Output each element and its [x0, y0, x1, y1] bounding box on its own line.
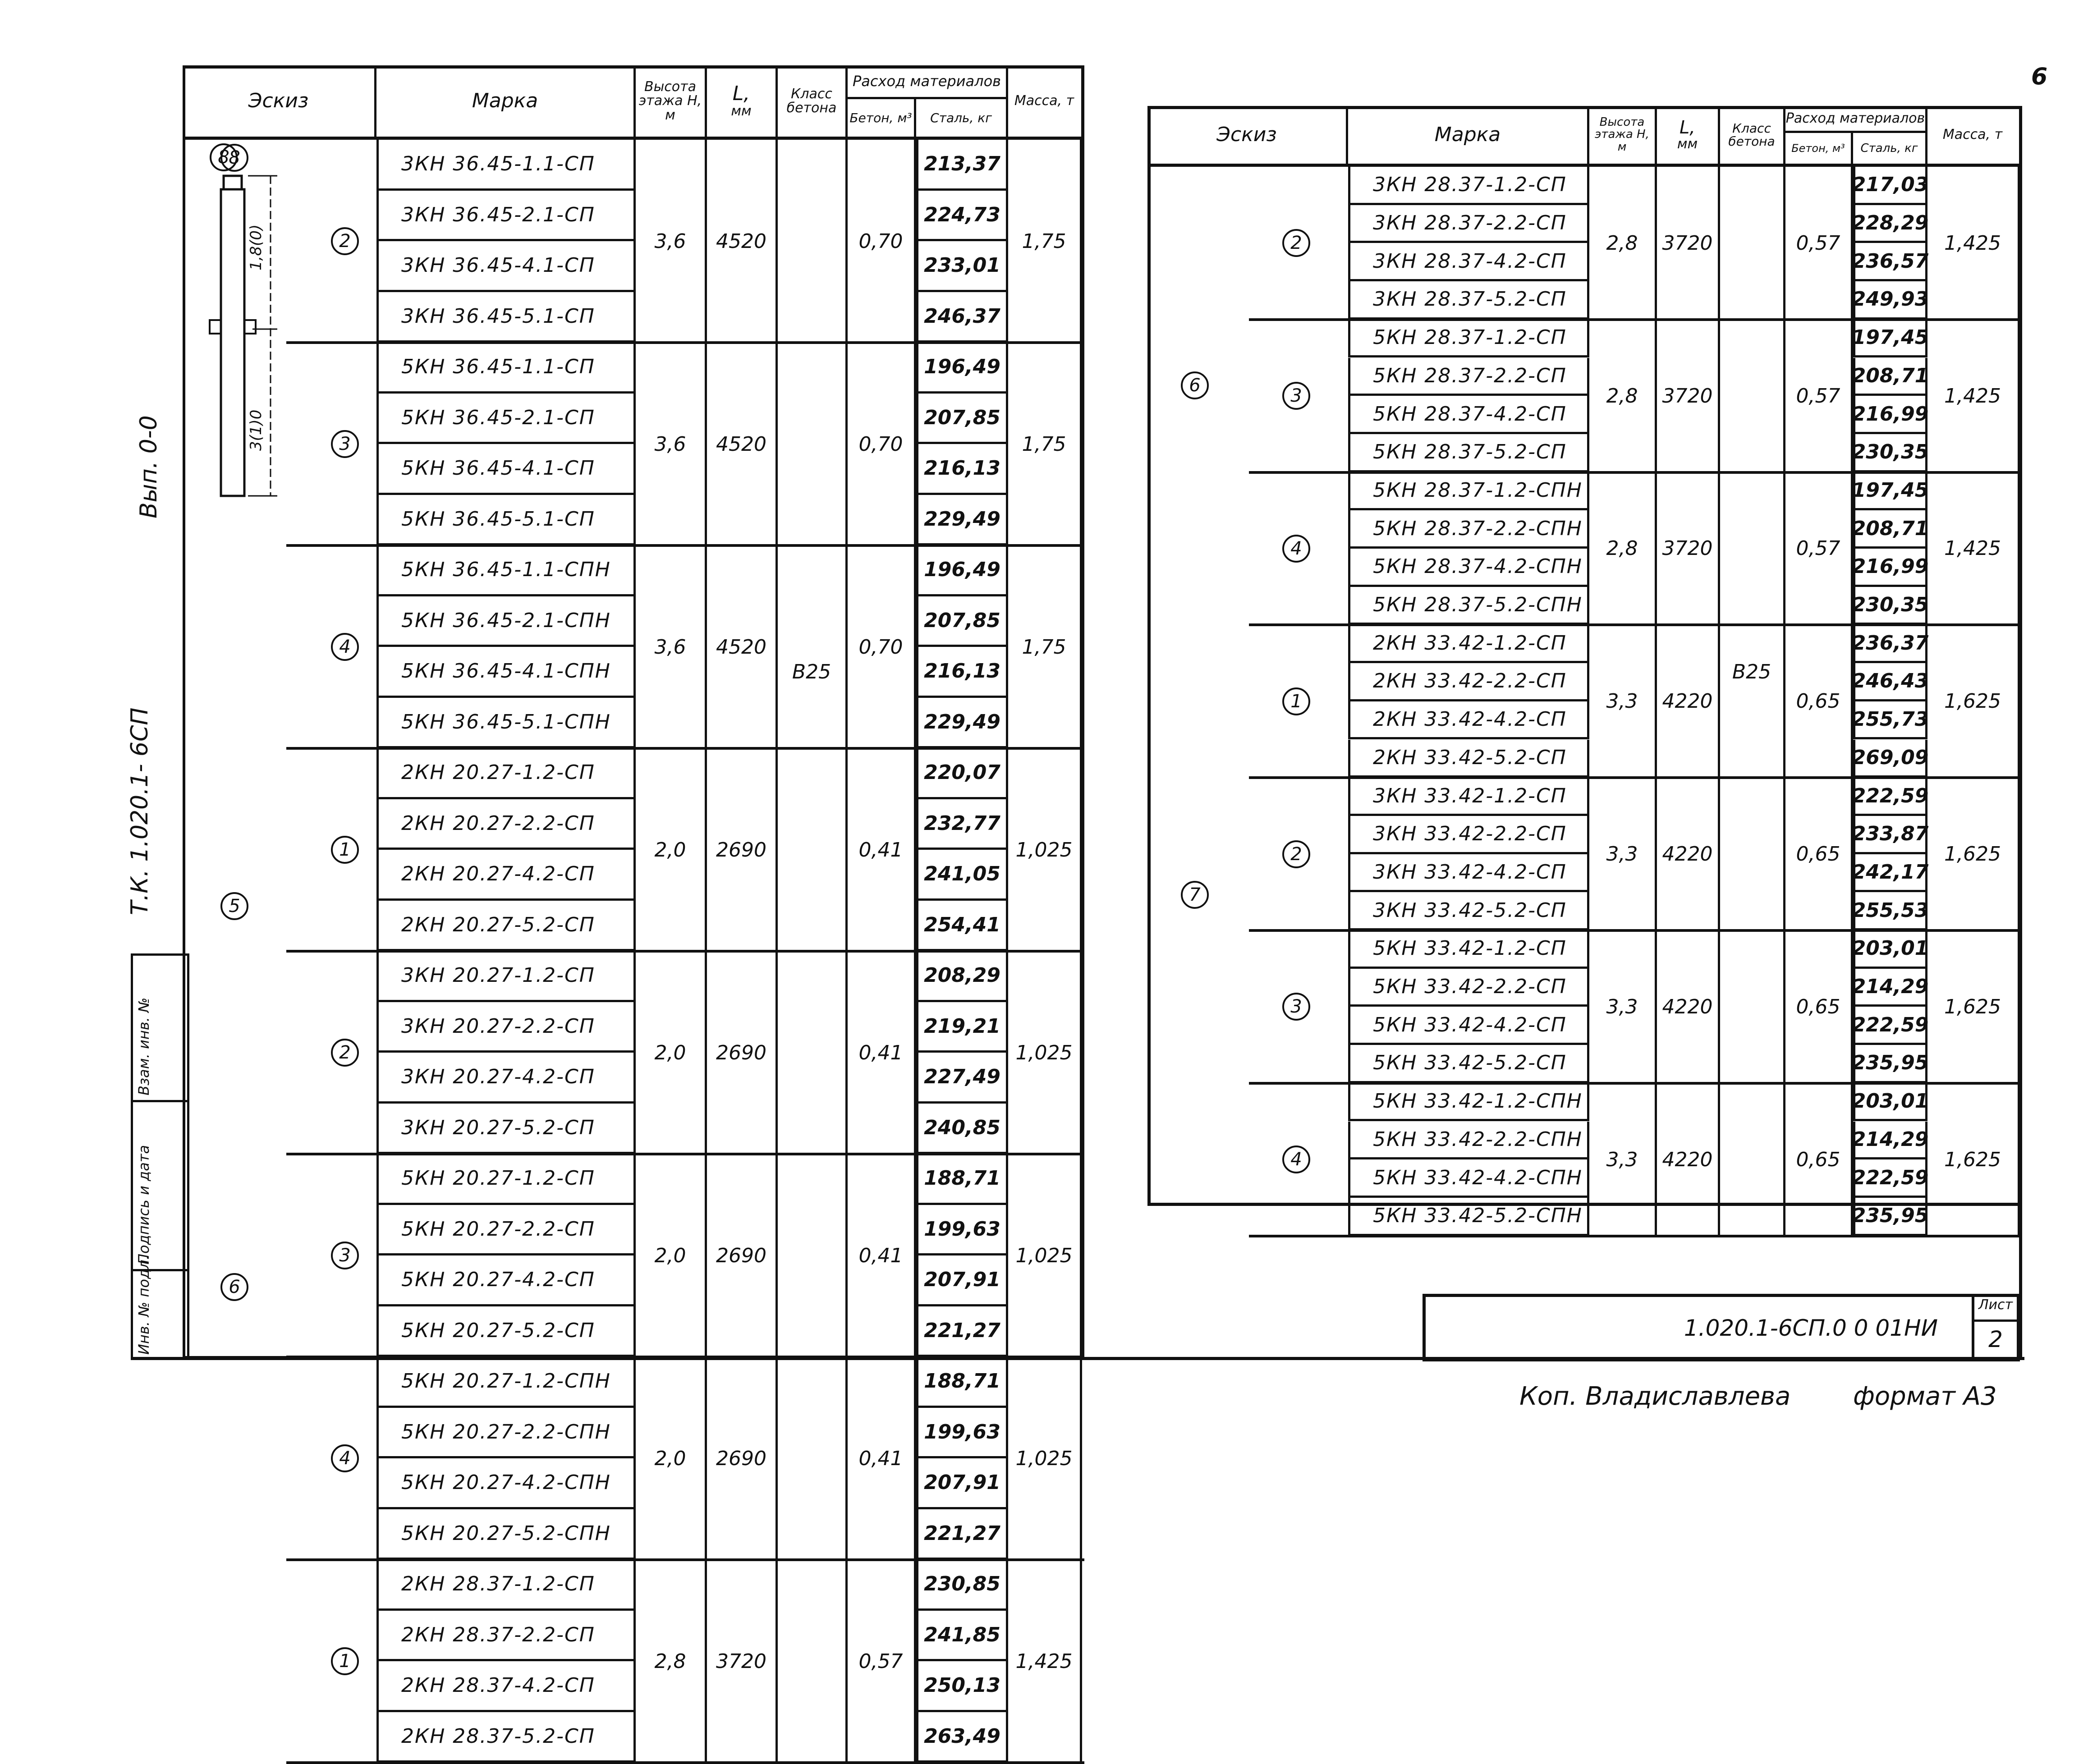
group-mass: 1,425	[1927, 472, 2020, 625]
table-row-steel: 232,77	[916, 799, 1008, 850]
header-height-right: Высота этажа Н, м	[1589, 106, 1657, 164]
table-row-steel: 220,07	[916, 748, 1008, 799]
group-height: 2,0	[636, 748, 707, 951]
group-length: 4220	[1657, 625, 1720, 778]
group-mass: 1,025	[1008, 951, 1082, 1154]
table-row-mark: 5КН 36.45-1.1-СПН	[376, 545, 636, 596]
table-row-mark: 3КН 33.42-2.2-СП	[1348, 816, 1589, 854]
type-badge: 1	[331, 1647, 359, 1675]
group-concrete: 0,70	[848, 545, 916, 748]
table-row-mark: 5КН 33.42-1.2-СП	[1348, 930, 1589, 969]
type-badge: 4	[331, 1444, 359, 1472]
header-height: Высота этажа Н, м	[636, 65, 707, 137]
table-row-steel: 199,63	[916, 1408, 1008, 1459]
header-concrete-right: Бетон, м³	[1785, 133, 1853, 164]
table-row-steel: 221,27	[916, 1306, 1008, 1357]
table-row-mark: 3КН 36.45-5.1-СП	[376, 292, 636, 343]
table-row-mark: 2КН 33.42-5.2-СП	[1348, 740, 1589, 778]
table-row-mark: 5КН 28.37-2.2-СПН	[1348, 510, 1589, 549]
group-mass: 1,75	[1008, 545, 1082, 748]
sketch-type-badge: 8	[210, 143, 238, 171]
table-row-mark: 2КН 20.27-4.2-СП	[376, 850, 636, 901]
type-badge: 2	[331, 1039, 359, 1067]
group-length: 2690	[707, 1357, 778, 1560]
table-row-mark: 3КН 36.45-1.1-СП	[376, 140, 636, 191]
table-row-steel: 197,45	[1853, 472, 1927, 511]
table-row-mark: 3КН 36.45-4.1-СП	[376, 241, 636, 292]
table-row-steel: 208,71	[1853, 510, 1927, 549]
header-mass-right: Масса, т	[1942, 127, 2003, 143]
group-mass: 1,025	[1008, 748, 1082, 951]
table-row-mark: 5КН 28.37-4.2-СП	[1348, 396, 1589, 434]
table-row-mark: 5КН 33.42-2.2-СПН	[1348, 1122, 1589, 1160]
group-length: 4220	[1657, 930, 1720, 1083]
table-row-steel: 249,93	[1853, 281, 1927, 320]
header-mark-right: Марка	[1348, 106, 1589, 164]
group-length: 3720	[1657, 320, 1720, 472]
header-length	[707, 65, 778, 137]
table-row-steel: 213,37	[916, 140, 1008, 191]
table-row-steel: 196,49	[916, 343, 1008, 394]
header-materials: Расход материалов	[848, 65, 1006, 99]
group-concrete: 0,41	[848, 1357, 916, 1560]
table-row-mark: 3КН 33.42-4.2-СП	[1348, 854, 1589, 893]
group-length: 3720	[707, 1560, 778, 1763]
left-table-header	[183, 65, 1084, 140]
table-row-steel: 241,05	[916, 850, 1008, 901]
table-row-mark: 5КН 36.45-4.1-СПН	[376, 647, 636, 698]
group-height: 2,0	[636, 1357, 707, 1560]
table-row-steel: 235,95	[1853, 1198, 1927, 1236]
table-row-mark: 5КН 36.45-4.1-СП	[376, 444, 636, 495]
header-concrete-class-right: Класс бетона	[1720, 106, 1785, 164]
table-row-steel: 216,13	[916, 647, 1008, 698]
type-badge: 3	[331, 430, 359, 458]
table-row-mark: 5КН 20.27-4.2-СП	[376, 1255, 636, 1306]
group-length: 4220	[1657, 778, 1720, 930]
table-row-mark: 2КН 28.37-2.2-СП	[376, 1611, 636, 1662]
table-row-steel: 222,59	[1853, 778, 1927, 816]
group-mass: 1,625	[1927, 1083, 2020, 1236]
header-steel-right: Сталь, кг	[1860, 142, 1918, 155]
table-row-mark: 3КН 33.42-1.2-СП	[1348, 778, 1589, 816]
group-mass: 1,75	[1008, 140, 1082, 343]
group-height: 3,6	[636, 545, 707, 748]
group-height: 3,3	[1589, 1083, 1657, 1236]
header-length-symbol: L,	[732, 82, 750, 105]
group-concrete: 0,57	[848, 1560, 916, 1763]
table-row-steel: 235,95	[1853, 1045, 1927, 1083]
table-row-mark: 5КН 33.42-5.2-СП	[1348, 1045, 1589, 1083]
type-badge: 2	[1282, 840, 1310, 868]
table-row-mark: 5КН 20.27-5.2-СПН	[376, 1509, 636, 1560]
type-badge: 1	[331, 836, 359, 864]
table-row-mark: 5КН 20.27-2.2-СП	[376, 1205, 636, 1256]
table-row-steel: 227,49	[916, 1053, 1008, 1104]
table-row-mark: 5КН 33.42-4.2-СП	[1348, 1007, 1589, 1045]
group-concrete: 0,65	[1785, 625, 1853, 778]
table-row-mark: 3КН 20.27-2.2-СП	[376, 1002, 636, 1053]
group-mass: 1,025	[1008, 1357, 1082, 1560]
table-row-mark: 3КН 33.42-5.2-СП	[1348, 892, 1589, 930]
right-table-header	[1147, 106, 2022, 167]
type-badge: 2	[331, 227, 359, 255]
group-length: 2690	[707, 748, 778, 951]
header-materials-right: Расход материалов	[1785, 106, 1925, 133]
group-height: 2,0	[636, 951, 707, 1154]
table-row-mark: 3КН 28.37-5.2-СП	[1348, 281, 1589, 320]
table-row-mark: 3КН 20.27-4.2-СП	[376, 1053, 636, 1104]
header-steel: Сталь, кг	[930, 110, 992, 125]
table-row-mark: 5КН 33.42-1.2-СПН	[1348, 1083, 1589, 1122]
group-mass: 1,425	[1927, 167, 2020, 320]
group-height: 3,3	[1589, 778, 1657, 930]
table-row-mark: 2КН 28.37-4.2-СП	[376, 1661, 636, 1712]
table-row-mark: 5КН 28.37-5.2-СП	[1348, 434, 1589, 472]
group-concrete: 0,57	[1785, 472, 1853, 625]
table-row-steel: 203,01	[1853, 930, 1927, 969]
group-mass: 1,025	[1008, 1154, 1082, 1357]
table-row-mark: 5КН 20.27-2.2-СПН	[376, 1408, 636, 1459]
table-row-steel: 217,03	[1853, 167, 1927, 205]
group-length: 3720	[1657, 472, 1720, 625]
type-badge: 4	[1282, 535, 1310, 563]
table-row-mark: 5КН 28.37-1.2-СПН	[1348, 472, 1589, 511]
group-mass: 1,75	[1008, 343, 1082, 545]
table-row-steel: 255,73	[1853, 701, 1927, 740]
table-row-steel: 197,45	[1853, 320, 1927, 358]
group-height: 2,8	[1589, 472, 1657, 625]
header-concrete-class: Класс бетона	[778, 65, 848, 137]
table-row-mark: 5КН 33.42-4.2-СПН	[1348, 1159, 1589, 1198]
concrete-class-value: В25	[778, 140, 848, 1763]
group-length: 3720	[1657, 167, 1720, 320]
document-code: 1.020.1-6СП.0 0 01НИ	[1684, 1315, 1938, 1341]
table-row-mark: 3КН 36.45-2.1-СП	[376, 191, 636, 242]
section-badge: 7	[1181, 881, 1209, 909]
header-length-symbol-right: L,	[1680, 117, 1695, 138]
table-row-steel: 250,13	[916, 1661, 1008, 1712]
table-row-steel: 199,63	[916, 1205, 1008, 1256]
table-row-steel: 236,37	[1853, 625, 1927, 663]
table-row-steel: 207,91	[916, 1458, 1008, 1509]
table-row-mark: 5КН 20.27-1.2-СПН	[376, 1357, 636, 1408]
table-row-steel: 246,43	[1853, 663, 1927, 701]
table-row-mark: 2КН 20.27-2.2-СП	[376, 799, 636, 850]
table-row-mark: 5КН 28.37-1.2-СП	[1348, 320, 1589, 358]
group-length: 4220	[1657, 1083, 1720, 1236]
page-number: 6	[2031, 63, 2048, 90]
group-height: 2,8	[1589, 167, 1657, 320]
table-row-steel: 188,71	[916, 1357, 1008, 1408]
type-badge: 2	[1282, 229, 1310, 257]
table-row-mark: 3КН 28.37-2.2-СП	[1348, 205, 1589, 243]
group-length: 4520	[707, 545, 778, 748]
table-row-mark: 3КН 20.27-1.2-СП	[376, 951, 636, 1002]
type-badge: 3	[331, 1242, 359, 1269]
table-row-mark: 2КН 28.37-5.2-СП	[376, 1712, 636, 1763]
table-row-mark: 2КН 20.27-5.2-СП	[376, 901, 636, 952]
type-badge: 3	[1282, 993, 1310, 1021]
section-badge: 5	[220, 892, 248, 920]
table-row-steel: 219,21	[916, 1002, 1008, 1053]
table-row-mark: 5КН 36.45-5.1-СПН	[376, 698, 636, 749]
table-row-steel: 214,29	[1853, 969, 1927, 1007]
table-row-steel: 196,49	[916, 545, 1008, 596]
table-row-steel: 221,27	[916, 1509, 1008, 1560]
group-concrete: 0,70	[848, 343, 916, 545]
table-row-mark: 5КН 33.42-5.2-СПН	[1348, 1198, 1589, 1236]
table-row-steel: 216,13	[916, 444, 1008, 495]
table-row-steel: 222,59	[1853, 1159, 1927, 1198]
table-row-steel: 241,85	[916, 1611, 1008, 1662]
group-concrete: 0,70	[848, 140, 916, 343]
table-row-mark: 2КН 33.42-2.2-СП	[1348, 663, 1589, 701]
table-row-mark: 5КН 20.27-1.2-СП	[376, 1154, 636, 1205]
sheet-cell	[1972, 1297, 2017, 1358]
table-row-steel: 207,91	[916, 1255, 1008, 1306]
table-row-steel: 214,29	[1853, 1122, 1927, 1160]
group-concrete: 0,41	[848, 1154, 916, 1357]
group-concrete: 0,57	[1785, 167, 1853, 320]
table-row-steel: 188,71	[916, 1154, 1008, 1205]
group-length: 4520	[707, 343, 778, 545]
table-row-steel: 254,41	[916, 901, 1008, 952]
type-badge: 3	[1282, 382, 1310, 410]
header-length-right	[1657, 106, 1720, 164]
table-row-steel: 240,85	[916, 1104, 1008, 1155]
table-row-steel: 207,85	[916, 596, 1008, 647]
group-height: 3,6	[636, 140, 707, 343]
table-row-mark: 5КН 20.27-4.2-СПН	[376, 1458, 636, 1509]
group-concrete: 0,41	[848, 748, 916, 951]
table-row-steel: 246,37	[916, 292, 1008, 343]
header-concrete: Бетон, м³	[848, 99, 916, 137]
header-materials-group-right	[1785, 106, 1927, 164]
group-length: 2690	[707, 951, 778, 1154]
group-mass: 1,625	[1927, 930, 2020, 1083]
type-badge: 1	[1282, 687, 1310, 715]
table-row-mark: 2КН 33.42-1.2-СП	[1348, 625, 1589, 663]
sheet-number: 2	[1988, 1326, 2003, 1352]
table-row-steel: 222,59	[1853, 1007, 1927, 1045]
group-mass: 1,625	[1927, 778, 2020, 930]
group-height: 2,8	[1589, 320, 1657, 472]
group-concrete: 0,65	[1785, 778, 1853, 930]
header-sketch-right: Эскиз	[1147, 106, 1348, 164]
group-concrete: 0,65	[1785, 1083, 1853, 1236]
stamp-label-replace: Взам. инв. №	[135, 997, 152, 1095]
issue-label: Вып. 0-0	[135, 415, 162, 518]
table-row-steel: 255,53	[1853, 892, 1927, 930]
table-row-mark: 5КН 33.42-2.2-СП	[1348, 969, 1589, 1007]
section-badge: 6	[1181, 371, 1209, 399]
format-label: формат А3	[1853, 1382, 1997, 1411]
group-height: 2,0	[636, 1154, 707, 1357]
table-row-steel: 230,85	[916, 1560, 1008, 1611]
header-mark: Марка	[376, 65, 636, 137]
concrete-class-value: В25	[1720, 167, 1785, 1236]
group-mass: 1,425	[1927, 320, 2020, 472]
table-row-mark: 5КН 36.45-2.1-СП	[376, 394, 636, 444]
group-length: 4520	[707, 140, 778, 343]
group-height: 3,3	[1589, 930, 1657, 1083]
sheet-label: Лист	[1974, 1297, 2017, 1322]
group-height: 3,3	[1589, 625, 1657, 778]
header-sketch: Эскиз	[183, 65, 376, 137]
group-mass: 1,625	[1927, 625, 2020, 778]
table-row-mark: 5КН 28.37-2.2-СП	[1348, 358, 1589, 396]
copied-by: Коп. Владиславлева	[1519, 1382, 1791, 1411]
stamp-label-original: Инв. № подл.	[135, 1255, 152, 1355]
table-row-steel: 230,35	[1853, 434, 1927, 472]
type-badge: 4	[331, 633, 359, 661]
table-row-steel: 216,99	[1853, 549, 1927, 587]
group-height: 2,8	[636, 1560, 707, 1763]
table-row-steel: 228,29	[1853, 205, 1927, 243]
title-block	[1423, 1294, 2020, 1361]
table-row-steel: 224,73	[916, 191, 1008, 242]
table-row-mark: 3КН 28.37-1.2-СП	[1348, 167, 1589, 205]
type-badge: 4	[1282, 1145, 1310, 1173]
sketch-dim-top: 1,8(0)	[247, 224, 265, 270]
group-length: 2690	[707, 1154, 778, 1357]
table-row-mark: 2КН 33.42-4.2-СП	[1348, 701, 1589, 740]
table-row-steel: 230,35	[1853, 587, 1927, 625]
table-row-mark: 2КН 20.27-1.2-СП	[376, 748, 636, 799]
table-row-mark: 3КН 20.27-5.2-СП	[376, 1104, 636, 1155]
table-row-steel: 269,09	[1853, 740, 1927, 778]
table-row-steel: 208,29	[916, 951, 1008, 1002]
table-row-steel: 203,01	[1853, 1083, 1927, 1122]
table-row-mark: 5КН 36.45-1.1-СП	[376, 343, 636, 394]
table-row-steel: 236,57	[1853, 243, 1927, 281]
table-row-steel: 233,87	[1853, 816, 1927, 854]
table-row-mark: 5КН 36.45-2.1-СПН	[376, 596, 636, 647]
sketch-dim-bottom: 3(1)0	[247, 409, 265, 451]
group-mass: 1,425	[1008, 1560, 1082, 1763]
group-height: 3,6	[636, 343, 707, 545]
stamp-label-signature: Подпись и дата	[135, 1145, 152, 1265]
table-row-mark: 5КН 28.37-5.2-СПН	[1348, 587, 1589, 625]
table-row-mark: 5КН 36.45-5.1-СП	[376, 495, 636, 546]
group-concrete: 0,41	[848, 951, 916, 1154]
table-row-mark: 3КН 28.37-4.2-СП	[1348, 243, 1589, 281]
table-row-steel: 216,99	[1853, 396, 1927, 434]
header-length-unit: мм	[731, 103, 752, 119]
table-row-steel: 229,49	[916, 698, 1008, 749]
series-label: Т.К. 1.020.1- 6СП	[126, 707, 153, 915]
table-row-steel: 233,01	[916, 241, 1008, 292]
header-mass: Масса, т	[1014, 93, 1074, 109]
table-row-mark: 5КН 20.27-5.2-СП	[376, 1306, 636, 1357]
table-row-steel: 207,85	[916, 394, 1008, 444]
header-materials-group	[848, 65, 1008, 137]
group-concrete: 0,65	[1785, 930, 1853, 1083]
table-row-steel: 208,71	[1853, 358, 1927, 396]
table-row-steel: 242,17	[1853, 854, 1927, 893]
table-row-steel: 263,49	[916, 1712, 1008, 1763]
table-row-mark: 5КН 28.37-4.2-СПН	[1348, 549, 1589, 587]
section-badge: 6	[220, 1273, 248, 1301]
table-row-mark: 2КН 28.37-1.2-СП	[376, 1560, 636, 1611]
header-length-unit-right: мм	[1677, 136, 1698, 152]
section-badge: 8	[220, 144, 248, 172]
group-concrete: 0,57	[1785, 320, 1853, 472]
column-drawing-icon	[198, 162, 280, 523]
table-row-steel: 229,49	[916, 495, 1008, 546]
